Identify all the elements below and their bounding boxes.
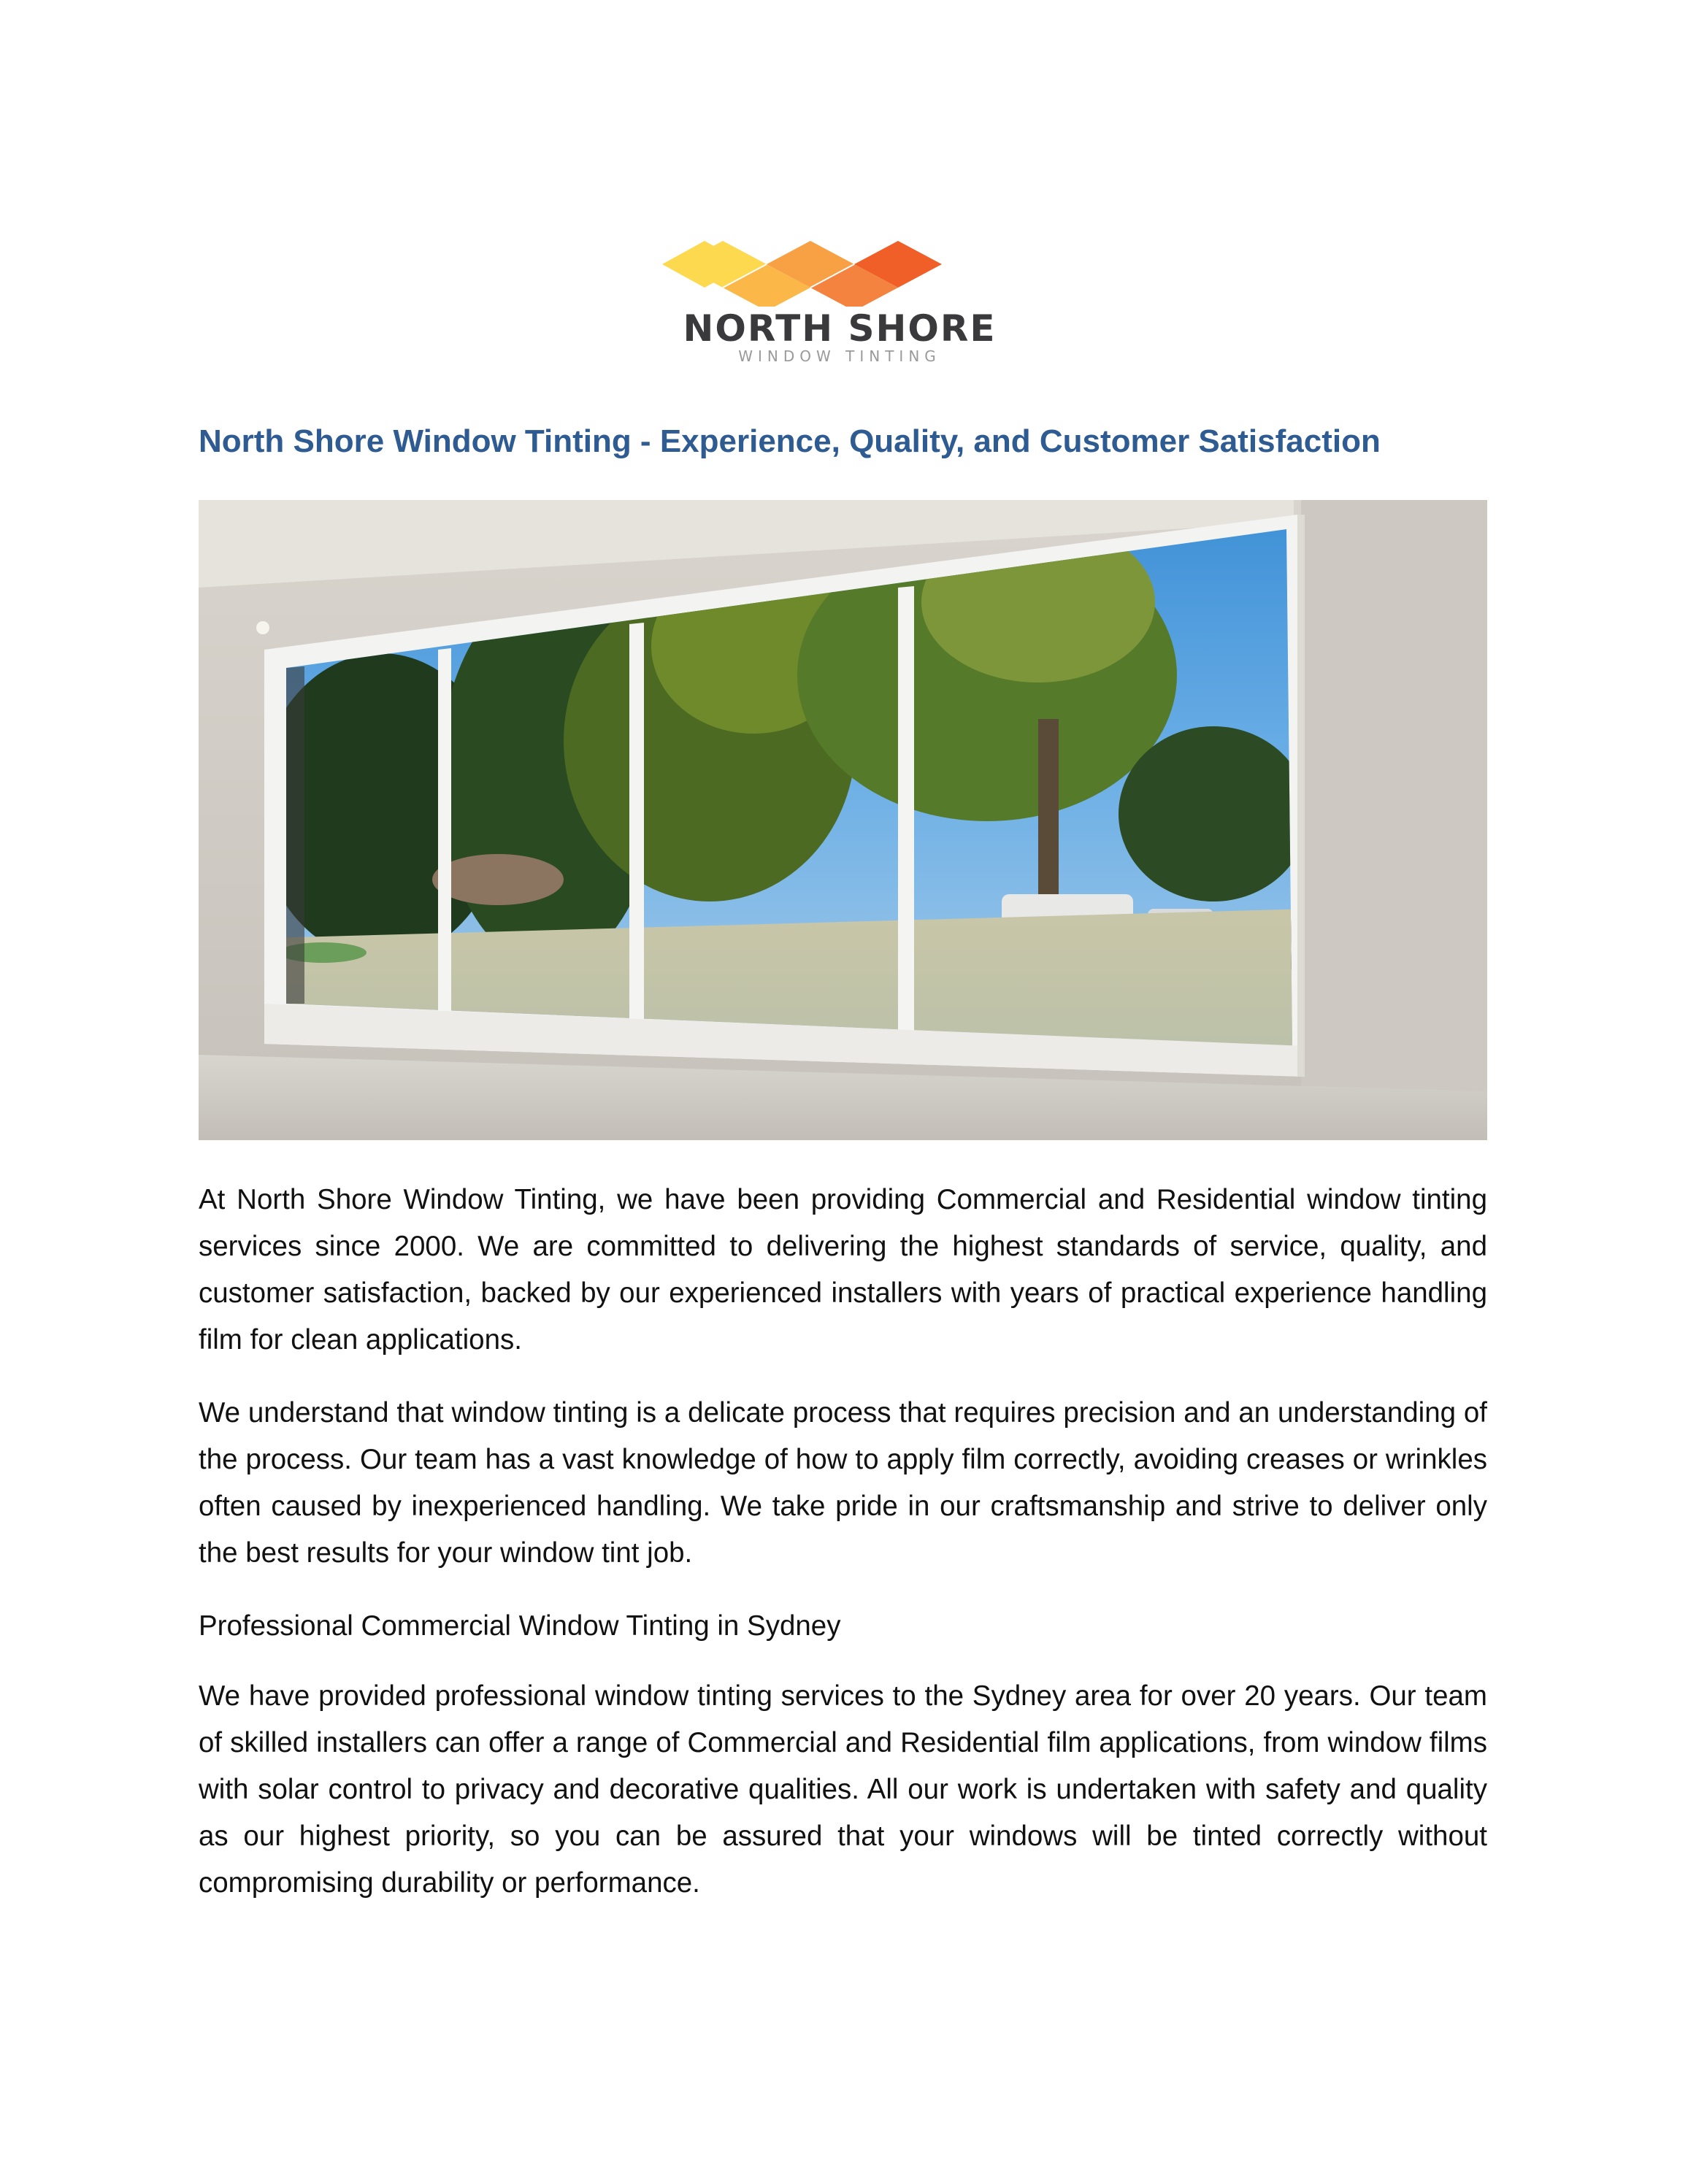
logo-subtitle: WINDOW TINTING (738, 347, 941, 365)
diamond-logo-icon (635, 219, 1044, 307)
company-logo (635, 219, 1044, 365)
page-title: North Shore Window Tinting - Experience, Quality, and Customer Satisfaction (199, 423, 1381, 459)
intro-paragraph: At North Shore Window Tinting, we have been providing Commercial and Residential window tinting services since 2000. We are committed to delivering the highest standards of service, quality, and customer satisfaction, backed by our experienced installers with years of practical experience handling film for clean applications. (199, 1184, 1487, 1356)
section-subheading: Professional Commercial Window Tinting in Sydney (199, 1610, 841, 1642)
tinted-windows-photo (199, 500, 1487, 1140)
craftsmanship-paragraph: We understand that window tinting is a delicate process that requires precision and an understanding of the process. Our team has a vast knowledge of how to apply film correctly, avoiding creases or wrinkles often caused by inexperienced handling. We take pride in our craftsmanship and strive to deliver only the best results for your window tint job. (199, 1397, 1487, 1569)
sydney-services-paragraph: We have provided professional window tinting services to the Sydney area for over 20 years. Our team of skilled installers can offer a range of Commercial and Residential film applications, from window films with solar control to privacy and decorative qualities. All our work is undertaken with safety and quality as our highest priority, so you can be assured that your windows will be tinted correctly without compromising durability or performance. (199, 1680, 1487, 1899)
logo-title: NORTH SHORE (683, 307, 997, 350)
